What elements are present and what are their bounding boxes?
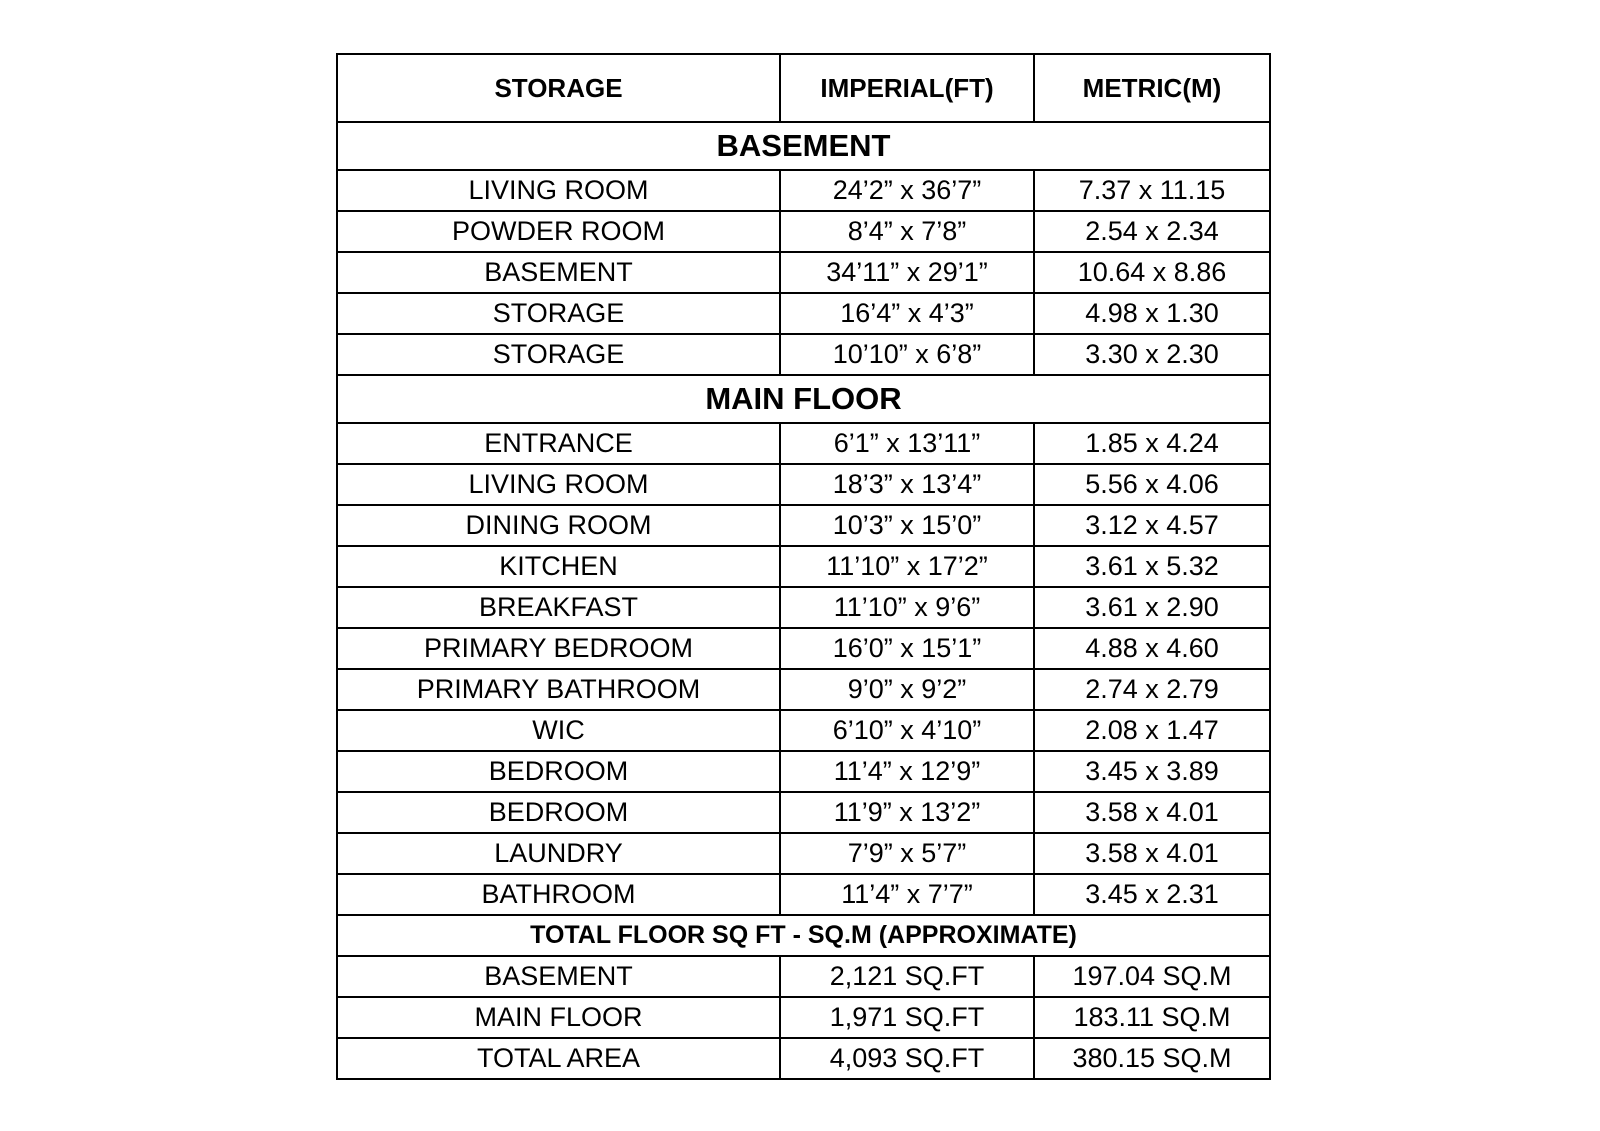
metric-dim: 2.74 x 2.79 (1034, 669, 1270, 710)
room-name: WIC (337, 710, 780, 751)
table-row (337, 669, 1270, 710)
imperial-dim: 11’10” x 17’2” (780, 546, 1034, 587)
room-dimensions-table (336, 53, 1271, 1080)
area-sqm: 380.15 SQ.M (1034, 1038, 1270, 1079)
room-name: LIVING ROOM (337, 170, 780, 211)
section-title: MAIN FLOOR (337, 375, 1270, 423)
metric-dim: 3.61 x 5.32 (1034, 546, 1270, 587)
imperial-dim: 24’2” x 36’7” (780, 170, 1034, 211)
area-sqft: 2,121 SQ.FT (780, 956, 1034, 997)
area-name: MAIN FLOOR (337, 997, 780, 1038)
imperial-dim: 11’10” x 9’6” (780, 587, 1034, 628)
room-name: ENTRANCE (337, 423, 780, 464)
imperial-dim: 11’4” x 7’7” (780, 874, 1034, 915)
room-name: POWDER ROOM (337, 211, 780, 252)
room-name: KITCHEN (337, 546, 780, 587)
room-name: DINING ROOM (337, 505, 780, 546)
room-name: LAUNDRY (337, 833, 780, 874)
metric-dim: 3.58 x 4.01 (1034, 833, 1270, 874)
imperial-dim: 10’3” x 15’0” (780, 505, 1034, 546)
table-row (337, 211, 1270, 252)
section-title: TOTAL FLOOR SQ FT - SQ.M (APPROXIMATE) (337, 915, 1270, 956)
imperial-dim: 8’4” x 7’8” (780, 211, 1034, 252)
metric-dim: 3.58 x 4.01 (1034, 792, 1270, 833)
header-storage: STORAGE (337, 54, 780, 122)
table-row (337, 505, 1270, 546)
imperial-dim: 34’11” x 29’1” (780, 252, 1034, 293)
imperial-dim: 10’10” x 6’8” (780, 334, 1034, 375)
imperial-dim: 16’4” x 4’3” (780, 293, 1034, 334)
imperial-dim: 6’1” x 13’11” (780, 423, 1034, 464)
metric-dim: 1.85 x 4.24 (1034, 423, 1270, 464)
section-title: BASEMENT (337, 122, 1270, 170)
imperial-dim: 6’10” x 4’10” (780, 710, 1034, 751)
room-name: BEDROOM (337, 751, 780, 792)
imperial-dim: 11’9” x 13’2” (780, 792, 1034, 833)
area-name: BASEMENT (337, 956, 780, 997)
area-name: TOTAL AREA (337, 1038, 780, 1079)
metric-dim: 2.08 x 1.47 (1034, 710, 1270, 751)
imperial-dim: 16’0” x 15’1” (780, 628, 1034, 669)
section-totals (337, 915, 1270, 956)
header-metric: METRIC(M) (1034, 54, 1270, 122)
header-imperial: IMPERIAL(FT) (780, 54, 1034, 122)
section-basement (337, 122, 1270, 170)
table-row (337, 628, 1270, 669)
metric-dim: 4.98 x 1.30 (1034, 293, 1270, 334)
total-row (337, 1038, 1270, 1079)
table-row (337, 792, 1270, 833)
metric-dim: 10.64 x 8.86 (1034, 252, 1270, 293)
room-name: LIVING ROOM (337, 464, 780, 505)
area-sqft: 1,971 SQ.FT (780, 997, 1034, 1038)
table-row (337, 464, 1270, 505)
metric-dim: 3.12 x 4.57 (1034, 505, 1270, 546)
total-row (337, 956, 1270, 997)
header-row (337, 54, 1270, 122)
imperial-dim: 9’0” x 9’2” (780, 669, 1034, 710)
area-sqm: 183.11 SQ.M (1034, 997, 1270, 1038)
imperial-dim: 7’9” x 5’7” (780, 833, 1034, 874)
table-row (337, 293, 1270, 334)
table-row (337, 546, 1270, 587)
area-sqft: 4,093 SQ.FT (780, 1038, 1034, 1079)
room-name: PRIMARY BATHROOM (337, 669, 780, 710)
room-name: BEDROOM (337, 792, 780, 833)
table-row (337, 334, 1270, 375)
room-name: BASEMENT (337, 252, 780, 293)
table-row (337, 833, 1270, 874)
metric-dim: 5.56 x 4.06 (1034, 464, 1270, 505)
metric-dim: 3.45 x 3.89 (1034, 751, 1270, 792)
table-row (337, 710, 1270, 751)
table-row (337, 170, 1270, 211)
table-row (337, 423, 1270, 464)
total-row (337, 997, 1270, 1038)
metric-dim: 3.45 x 2.31 (1034, 874, 1270, 915)
table-row (337, 252, 1270, 293)
room-name: BATHROOM (337, 874, 780, 915)
imperial-dim: 18’3” x 13’4” (780, 464, 1034, 505)
section-main-floor (337, 375, 1270, 423)
table-row (337, 751, 1270, 792)
metric-dim: 7.37 x 11.15 (1034, 170, 1270, 211)
imperial-dim: 11’4” x 12’9” (780, 751, 1034, 792)
metric-dim: 3.61 x 2.90 (1034, 587, 1270, 628)
metric-dim: 2.54 x 2.34 (1034, 211, 1270, 252)
room-name: STORAGE (337, 334, 780, 375)
table-row (337, 874, 1270, 915)
table-row (337, 587, 1270, 628)
room-name: BREAKFAST (337, 587, 780, 628)
metric-dim: 3.30 x 2.30 (1034, 334, 1270, 375)
area-sqm: 197.04 SQ.M (1034, 956, 1270, 997)
metric-dim: 4.88 x 4.60 (1034, 628, 1270, 669)
room-name: STORAGE (337, 293, 780, 334)
room-name: PRIMARY BEDROOM (337, 628, 780, 669)
